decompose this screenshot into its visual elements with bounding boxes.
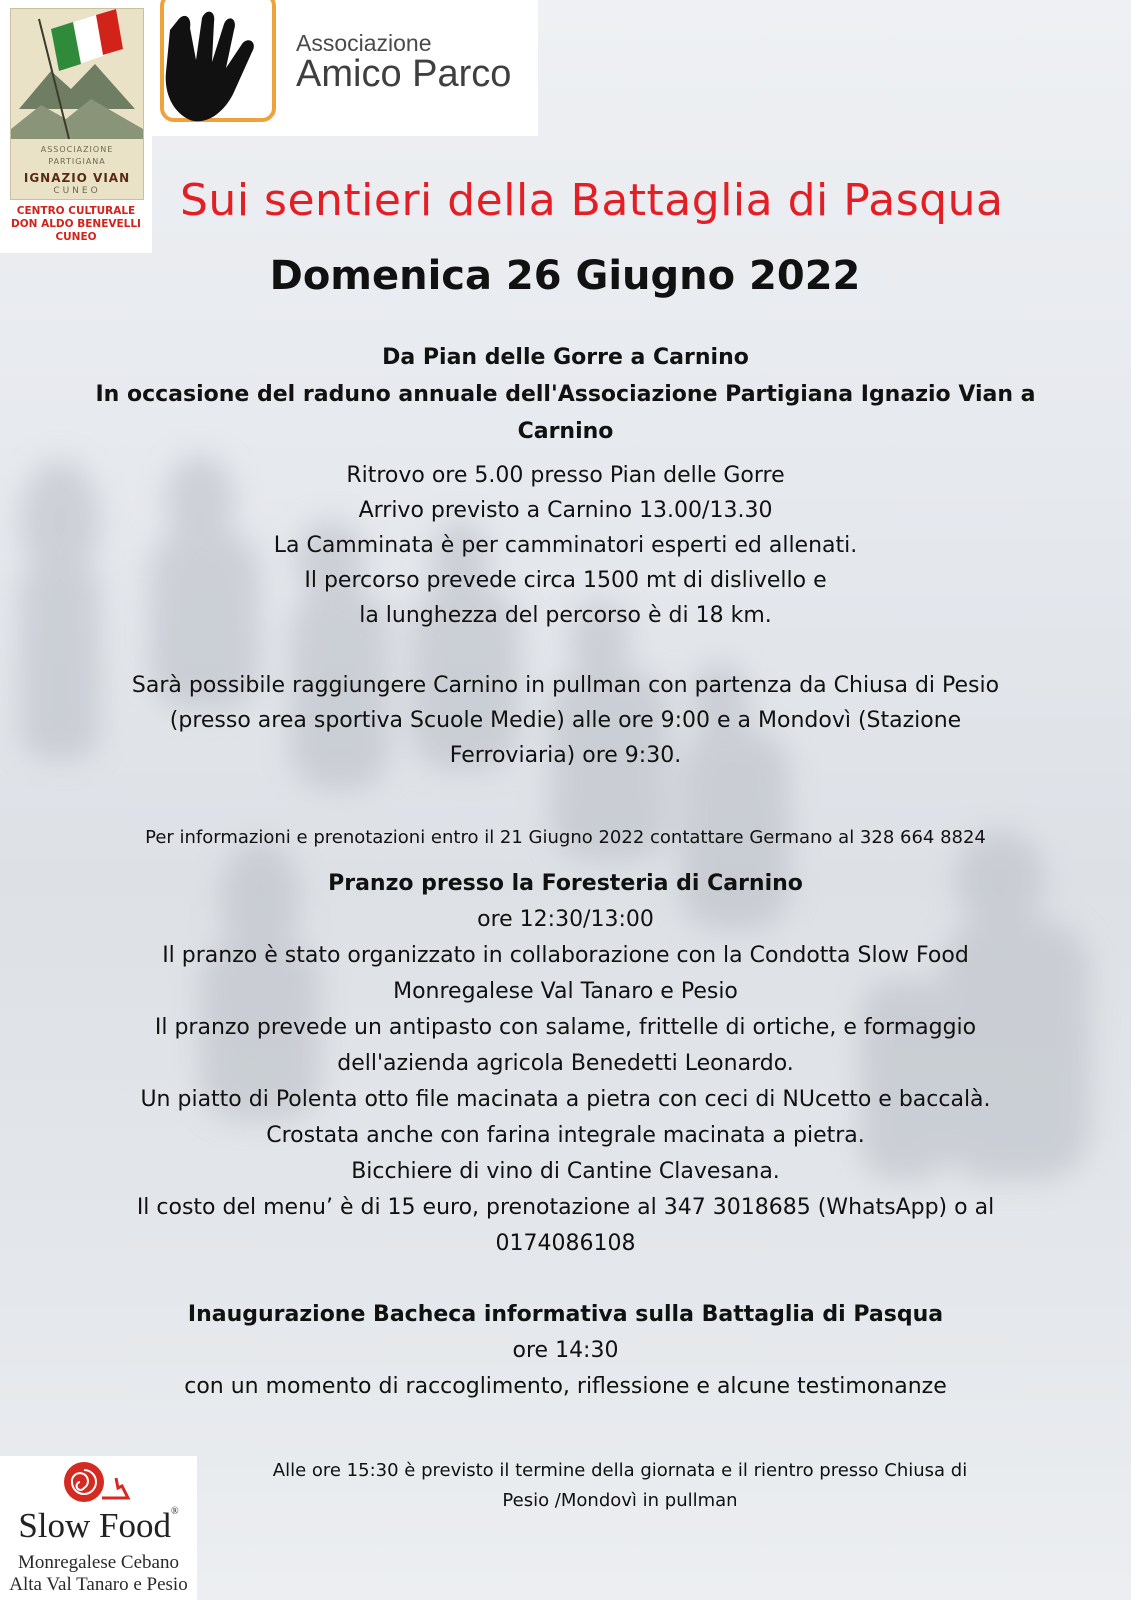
- slow-food-logo: [0, 1456, 197, 1600]
- amico-parco-logo: [152, 0, 538, 136]
- caption-line3: CUNEO: [55, 231, 97, 243]
- poster-name: IGNAZIO VIAN: [23, 171, 131, 185]
- poster-line2: PARTIGIANA: [48, 157, 106, 166]
- poster-line1: ASSOCIAZIONE: [40, 145, 114, 154]
- lunch-line: 0174086108: [495, 1231, 636, 1256]
- lunch-line: Il pranzo è stato organizzato in collaborazione con la Condotta Slow Food: [162, 943, 969, 968]
- route-heading-line1: Da Pian delle Gorre a Carnino: [382, 345, 749, 370]
- lunch-line: Il pranzo prevede un antipasto con salame, frittelle di ortiche, e formaggio: [154, 1015, 977, 1040]
- slow-food-brand-text: Slow Food: [18, 1506, 172, 1545]
- lunch-line: Bicchiere di vino di Cantine Clavesana.: [351, 1159, 780, 1184]
- hand-icon: [156, 0, 284, 136]
- amico-parco-line2: Amico Parco: [296, 53, 512, 95]
- inauguration-section: [40, 1296, 1091, 1405]
- ignazio-vian-logo: [0, 0, 152, 253]
- route-detail-line: La Camminata è per camminatori esperti ed allenati.: [273, 533, 858, 558]
- closing-note: [220, 1456, 1020, 1516]
- lunch-section: [40, 866, 1091, 1262]
- lunch-heading: Pranzo presso la Foresteria di Carnino: [328, 871, 803, 896]
- slow-food-line3: Alta Val Tanaro e Pesio: [9, 1574, 188, 1595]
- route-detail-line: la lunghezza del percorso è di 18 km.: [359, 603, 772, 628]
- route-heading: [40, 339, 1091, 450]
- lunch-line: Crostata anche con farina integrale macinata a pietra.: [266, 1123, 865, 1148]
- route-heading-line2: In occasione del raduno annuale dell'Associazione Partigiana Ignazio Vian a: [95, 382, 1036, 407]
- bus-info-line: (presso area sportiva Scuole Medie) alle ore 9:00 e a Mondovì (Stazione: [169, 708, 962, 733]
- route-details: [40, 458, 1091, 633]
- caption-line2: DON ALDO BENEVELLI: [11, 218, 141, 230]
- contact-info: Per informazioni e prenotazioni entro il 21 Giugno 2022 contattare Germano al 328 664 8824: [145, 827, 986, 848]
- amico-parco-line1: Associazione: [296, 30, 432, 56]
- ignazio-vian-caption: [0, 205, 152, 244]
- route-detail-line: Arrivo previsto a Carnino 13.00/13.30: [358, 498, 773, 523]
- lunch-line: Un piatto di Polenta otto file macinata a pietra con ceci di NUcetto e baccalà.: [140, 1087, 991, 1112]
- bus-info: [40, 668, 1091, 773]
- route-detail-line: Ritrovo ore 5.00 presso Pian delle Gorre: [346, 463, 785, 488]
- bus-info-line: Sarà possibile raggiungere Carnino in pullman con partenza da Chiusa di Pesio: [131, 673, 1000, 698]
- lunch-line: Monregalese Val Tanaro e Pesio: [393, 979, 738, 1004]
- ignazio-vian-poster: [10, 8, 144, 200]
- caption-line1: CENTRO CULTURALE: [16, 205, 136, 217]
- lunch-line: ore 12:30/13:00: [477, 907, 654, 932]
- slow-food-brand: [0, 1506, 197, 1546]
- snail-icon: [62, 1458, 132, 1506]
- inauguration-line: con un momento di raccoglimento, riflessione e alcune testimonanze: [184, 1374, 947, 1399]
- event-title: Sui sentieri della Battaglia di Pasqua: [180, 175, 1004, 226]
- closing-line: Pesio /Mondovì in pullman: [502, 1490, 738, 1511]
- route-detail-line: Il percorso prevede circa 1500 mt di dislivello e: [304, 568, 827, 593]
- closing-line: Alle ore 15:30 è previsto il termine della giornata e il rientro presso Chiusa di: [272, 1460, 968, 1481]
- lunch-line: Il costo del menu’ è di 15 euro, prenotazione al 347 3018685 (WhatsApp) o al: [136, 1195, 995, 1220]
- inauguration-heading: Inaugurazione Bacheca informativa sulla Battaglia di Pasqua: [187, 1302, 944, 1327]
- poster-city: CUNEO: [53, 186, 101, 196]
- route-heading-line3: Carnino: [517, 419, 614, 444]
- slow-food-line2: Monregalese Cebano: [18, 1552, 179, 1573]
- bus-info-line: Ferroviaria) ore 9:30.: [449, 743, 682, 768]
- inauguration-line: ore 14:30: [512, 1338, 619, 1363]
- event-date: Domenica 26 Giugno 2022: [269, 253, 861, 299]
- lunch-line: dell'azienda agricola Benedetti Leonardo.: [337, 1051, 794, 1076]
- registered-mark: ®: [171, 1506, 179, 1517]
